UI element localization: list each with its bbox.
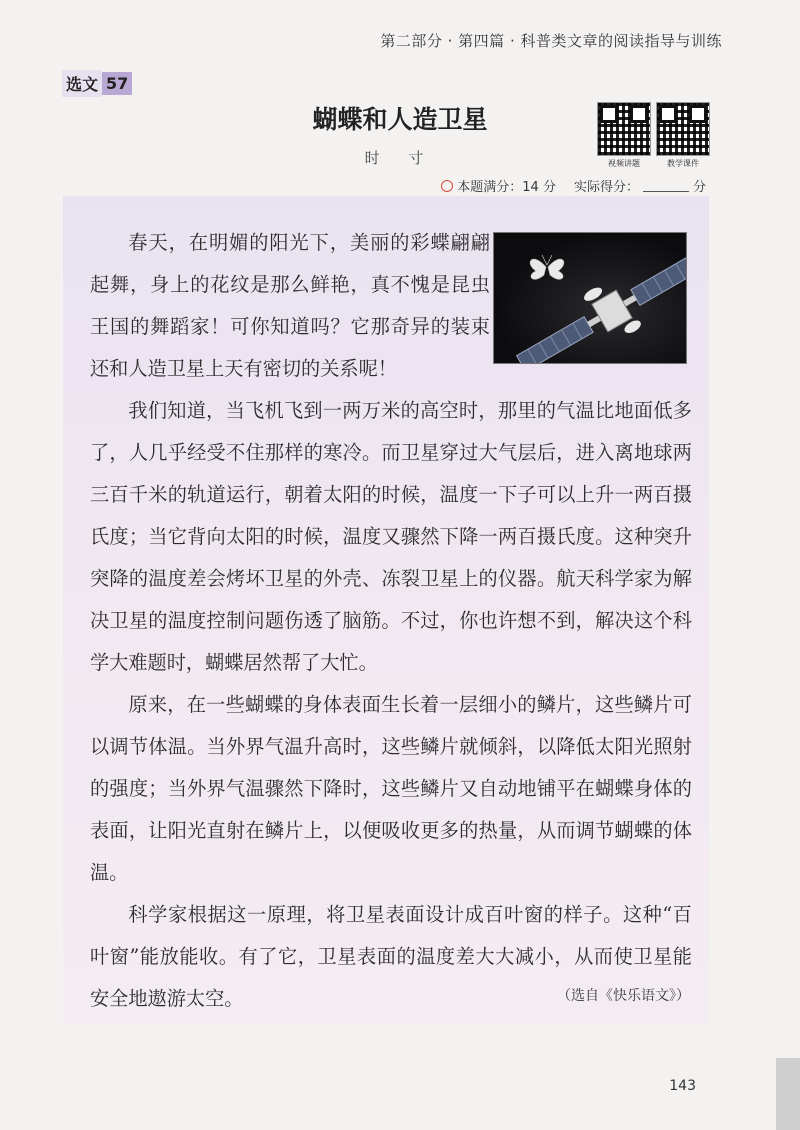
article-title: 蝴蝶和人造卫星 xyxy=(312,105,488,134)
page-header xyxy=(0,0,800,52)
score-unit: 分 xyxy=(692,180,706,195)
actual-score-blank[interactable] xyxy=(643,179,689,192)
qr-code-courseware[interactable] xyxy=(656,102,710,169)
article-body xyxy=(90,222,692,1020)
clock-icon xyxy=(441,180,453,192)
selection-label: 选文 xyxy=(62,70,102,97)
running-header-title: 第二部分 · 第四篇 · 科普类文章的阅读指导与训练 xyxy=(380,32,722,50)
qr-caption-courseware: 教学课件 xyxy=(667,159,699,168)
paragraph-1: 春天，在明媚的阳光下，美丽的彩蝶翩翩起舞，身上的花纹是那么鲜艳，真不愧是昆虫王国的舞蹈家！可你知道吗？它那奇异的装束还和人造卫星上天有密切的关系呢！ xyxy=(90,231,490,380)
article-source: （选自《快乐语文》） xyxy=(557,988,690,1004)
qr-code-icon xyxy=(656,102,710,156)
article-author: 时 寸 xyxy=(364,149,436,167)
qr-code-video[interactable] xyxy=(597,102,651,169)
qr-code-icon xyxy=(597,102,651,156)
full-score-label: 本题满分：14 分 xyxy=(457,180,556,195)
paragraph-4: 科学家根据这一原理，将卫星表面设计成百叶窗的样子。这种“百叶窗”能放能收。有了它，卫星表面的温度差大大减小，从而使卫星能安全地遨游太空。 xyxy=(90,903,692,1010)
score-line xyxy=(441,176,706,195)
selection-number: 57 xyxy=(102,72,132,95)
qr-caption-video: 视频讲题 xyxy=(608,159,640,168)
paragraph-3: 原来，在一些蝴蝶的身体表面生长着一层细小的鳞片，这些鳞片可以调节体温。当外界气温升高时，这些鳞片就倾斜，以降低太阳光照射的强度；当外界气温骤然下降时，这些鳞片又自动地铺平在蝴蝶身体的表面，让阳光直射在鳞片上，以便吸收更多的热量，从而调节蝴蝶的体温。 xyxy=(90,693,692,884)
selection-badge xyxy=(62,70,132,96)
page-edge-strip xyxy=(776,1058,800,1130)
paragraph-2: 我们知道，当飞机飞到一两万米的高空时，那里的气温比地面低多了，人几乎经受不住那样的寒冷。而卫星穿过大气层后，进入离地球两三百千米的轨道运行，朝着太阳的时候，温度一下子可以上升一两百摄氏度；当它背向太阳的时候，温度又骤然下降一两百摄氏度。这种突升突降的温度差会烤坏卫星的外壳、冻裂卫星上的仪器。航天科学家为解决卫星的温度控制问题伤透了脑筋。不过，你也许想不到，解决这个科学大难题时，蝴蝶居然帮了大忙。 xyxy=(90,399,692,674)
page-number: 143 xyxy=(669,1078,696,1094)
actual-score-label: 实际得分： xyxy=(573,180,639,195)
